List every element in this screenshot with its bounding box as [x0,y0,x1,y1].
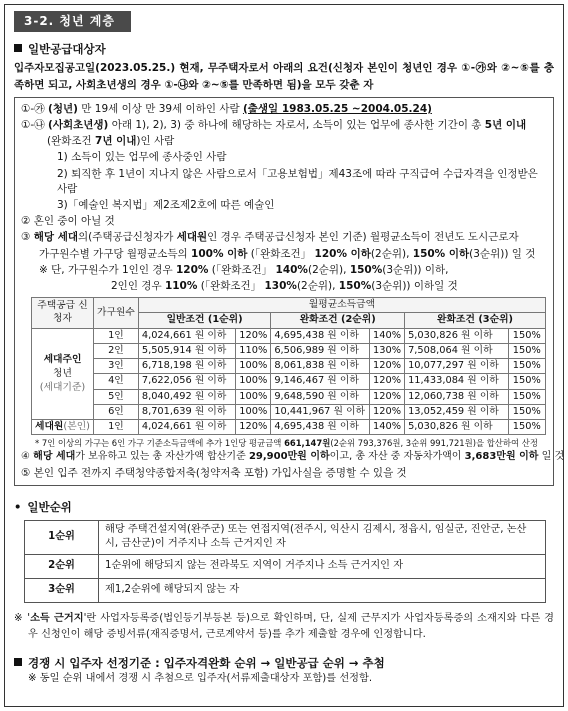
req-assets: ④ 해당 세대가 보유하고 있는 총 자산가액 합산기준 29,900만원 이하이고, 총 자산 중 자동차가액이 3,683만원 이하 일 것 [21,451,565,463]
header-relax2: 완화조건 (2순위) [271,313,405,328]
table-row: 세대주인 청년 (세대기준) 1인 4,024,661 원 이하 120% 4,695,438 원 이하 140% 5,030,826 원 이하 150% [32,328,546,343]
req-savings: ⑤ 본인 입주 전까지 주택청약종합저축(청약저축 포함) 가입사실을 증명할 수 있을 것 [21,466,407,479]
list-item: 2) 퇴직한 후 1년이 지나지 않은 사람으로서「고용보험법」제43조에 따라 구직급여 수급자격을 인정받은 사람 [57,167,538,195]
header-general: 일반조건 (1순위) [138,313,270,328]
section-title: 3-2. 청년 계층 [14,11,131,32]
header-applicant: 주택공급 신청자 [32,298,94,328]
lottery-note: ※ 동일 순위 내에서 경쟁 시 추첨으로 입주자(서류제출대상자 포함)를 선정함. [28,672,373,684]
income-base-note: ※ '소득 근거지'란 사업자등록증(법인등기부등본 등)으로 확인하며, 단, 실제 근무지가 사업자등록증의 소재지와 다른 경우 신청인이 해당 증빙서류(재직증명서, 근로계약서 등)를 추가 제출할 경우에 인정합니다. [14,613,554,641]
heading-general-rank: • 일반순위 [14,500,72,515]
table-row: 3인 6,718,198 원 이하 100% 8,061,838 원 이하 120% 10,077,297 원 이하 150% [32,359,546,374]
table-row: 6인 8,701,639 원 이하 100% 10,441,967 원 이하 120% 13,052,459 원 이하 150% [32,404,546,419]
table-header-row [32,298,546,313]
req-youth: ①-㉮ (청년) 만 19세 이상 만 39세 이하인 사람 (출생일 1983.05.25 ~2004.05.24) [21,102,432,115]
table-footnote: * 7인 이상의 가구는 6인 가구 기준소득금액에 추가 1인당 평균금액 661,147원(2순위 793,376원, 3순위 991,721원)을 합산하여 산정 [35,438,538,449]
heading-selection-criteria: 경쟁 시 입주자 선정기준 : 입주자격완화 순위 → 일반공급 순위 → 추첨 [14,655,554,672]
table-row: 2순위 1순위에 해당되지 않는 전라북도 지역이 거주지나 소득 근거지인 자 [25,555,546,579]
income-table [31,297,546,435]
heading-general-supply: 일반공급대상자 [14,41,554,58]
requirements-box [14,97,565,486]
req-income-exception-1: ※ 단, 가구원수가 1인인 경우 120% (「완화조건」 140%(2순위), 150%(3순위)) 이하, [39,263,449,276]
list-item: 3)「예술인 복지법」제2조제2호에 따른 예술인 [57,198,275,211]
req-income-line2: 가구원수별 가구당 월평균소득의 100% 이하 (「완화조건」 120% 이하(2순위), 150% 이하(3순위)) 일 것 [39,247,536,260]
req-early-career-relaxed: (완화조건 7년 이내)인 사람 [47,135,175,148]
group-head-of-household: 세대주인 청년 (세대기준) [32,328,94,419]
table-row: 세대원(본인) 1인 4,024,661 원 이하 120% 4,695,438 원 이하 140% 5,030,826 원 이하 150% [32,419,546,434]
table-row: 1순위 해당 주택건설지역(완주군) 또는 연접지역(전주시, 익산시 김제시, 정읍시, 임실군, 진안군, 논산시, 금산군)이 거주지나 소득 근거지인 자 [25,520,546,555]
intro-paragraph: 입주자모집공고일(2023.05.25.) 현재, 무주택자로서 아래의 요건(신청자 본인이 청년인 경우 ①-㉮와 ②~⑤를 충족하면 되고, 사회초년생의 경우 ①-㉯와 ②~⑤를 만족하면 됨)을 모두 갖춘 자 [14,62,554,91]
table-row: 2인 5,505,914 원 이하 110% 6,506,989 원 이하 130% 7,508,064 원 이하 150% [32,343,546,358]
header-income: 월평균소득금액 [138,298,545,313]
square-bullet-icon [14,44,22,52]
header-relax3: 완화조건 (3순위) [405,313,546,328]
req-unmarried: ② 혼인 중이 아닐 것 [21,215,115,228]
rank-table [24,520,546,604]
req-income: ③ 해당 세대의(주택공급신청자가 세대원인 경우 주택공급신청자 본인 기준) 월평균소득이 전년도 도시근로자 [21,231,519,244]
table-row: 5인 8,040,492 원 이하 100% 9,648,590 원 이하 120% 12,060,738 원 이하 150% [32,389,546,404]
header-members: 가구원수 [93,298,138,328]
table-row: 4인 7,622,056 원 이하 100% 9,146,467 원 이하 120% 11,433,084 원 이하 150% [32,374,546,389]
list-item: 1) 소득이 있는 업무에 종사중인 사람 [57,151,227,164]
table-row: 3순위 제1,2순위에 해당되지 않는 자 [25,579,546,603]
document-page [4,4,564,707]
group-household-member: 세대원(본인) [32,419,94,434]
bullet-icon: • [14,500,22,515]
req-income-exception-2: 2인인 경우 110% (「완화조건」 130%(2순위), 150%(3순위)) 이하일 것 [111,280,458,293]
req-early-career: ①-㉯ (사회초년생) 아래 1), 2), 3) 중 하나에 해당하는 자로서, 소득이 있는 업무에 종사한 기간이 총 5년 이내 [21,118,527,131]
square-bullet-icon [14,658,22,666]
